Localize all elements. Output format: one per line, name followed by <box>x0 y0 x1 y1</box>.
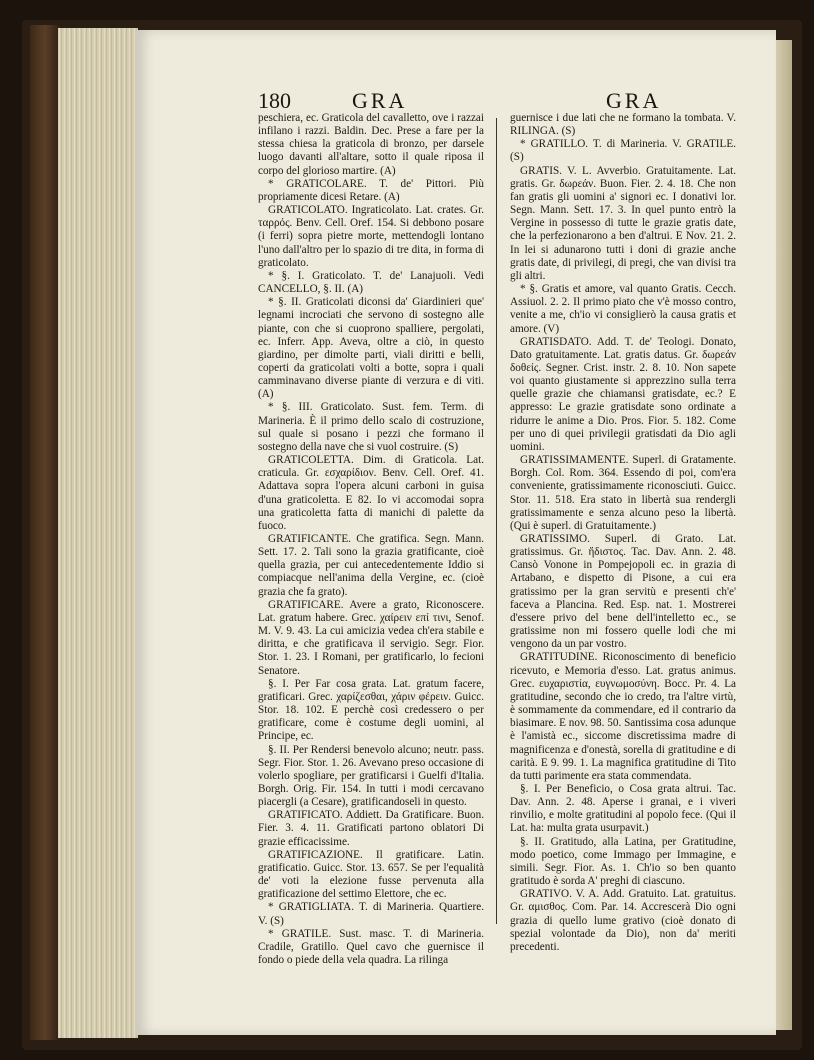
guide-word-left: GRA <box>352 88 408 113</box>
entry-paragraph: GRATIFICATO. Addiett. Da Gratificare. Buon. Fier. 3. 4. 11. Gratificati partono oblatori Di grazie efficacissime. <box>258 809 484 848</box>
entry-paragraph: * §. III. Graticolato. Sust. fem. Term. di Marineria. È il primo dello scalo di costruzione, sul quale si posano i pezzi che formano il sostegno della nave che si vuol costruire. (S) <box>258 401 484 453</box>
entry-paragraph: GRATIFICAZIONE. Il gratificare. Latin. gratificatio. Guicc. Stor. 13. 657. Se per l'equalità de' voti la elezione fusse pervenuta alla gratificazione del settimo Elettore, che ec. <box>258 848 484 901</box>
entry-paragraph: GRATICOLETTA. Dim. di Graticola. Lat. craticula. Gr. εσχαρίδιον. Benv. Cell. Oref. 41. Adattava sopra l'opera alcuni carboni in guisa d'una graticoletta. E 82. Io vi accomodai sopra una graticoletta fatta di manichi di palette da fuoco. <box>258 454 484 532</box>
entry-paragraph: * GRATIGLIATA. T. di Marineria. Quartiere. V. (S) <box>258 901 484 927</box>
entry-paragraph: guernisce i due lati che ne formano la tombata. V. RILINGA. (S) <box>510 112 736 138</box>
entry-paragraph: §. II. Per Rendersi benevolo alcuno; neutr. pass. Segr. Fior. Stor. 1. 26. Avevano preso occasione di volerlo spogliare, per gratificarsi i Guelfi d'Italia. Borgh. Orig. Fir. 154. In tutti i modi cercavano piacergli (a Cesare), gratificandoseli in questo. <box>258 743 484 809</box>
entry-paragraph: §. I. Per Far cosa grata. Lat. gratum facere, gratificari. Grec. χαρίζεσθαι, χάριν φέρειν. Guicc. Stor. 18. 102. E perchè così credessero o per gratificare, come è costume degli uomini, al Principe, ec. <box>258 677 484 743</box>
entry-paragraph: §. II. Gratitudo, alla Latina, per Gratitudine, modo poetico, come Immago per Immagine, e simili. Segr. Fior. As. 1. Ch'io so ben quanto gratitudo è sorda A' preghi di ciascuno. <box>510 835 736 888</box>
entry-paragraph: §. I. Per Beneficio, o Cosa grata altrui. Tac. Dav. Ann. 2. 48. Aperse i granai, e i viveri rinvilio, e molte gratitudini al popolo fece. (Qui il Lat. ha: multa grata usurpavit.) <box>510 782 736 835</box>
entry-paragraph: GRATIFICARE. Avere a grato, Riconoscere. Lat. gratum habere. Grec. χαίρειν επί τινι, Senof. M. V. 9. 43. La cui amicizia vedea ch'era stabile e diritta, e che gratificava il servigio. Segr. Fior. Stor. 1. 23. I Romani, per gratificarlo, lo fecioni Senatore. <box>258 598 484 677</box>
entry-paragraph: GRATISDATO. Add. T. de' Teologi. Donato, Dato gratuitamente. Lat. gratis datus. Gr. δωρεάν δοθείς. Segner. Crist. instr. 2. 8. 10. Non sapete voi quanto giustamente si apprezzino sulla terra quelle grazie che chiamansi gratisdate, ec.? E appresso: Le grazie gratisdate sono ordinate a ridurre le anime a Dio. Pros. Fior. 5. 182. Come per uno di quei privilegii gratisdati da Dio agli uomini. <box>510 335 736 453</box>
entry-paragraph: peschiera, ec. Graticola del cavalletto, ove i razzai infilano i razzi. Baldin. Dec. Prese a fare per la stessa chiesa la graticola di bronzo, per darsele luogo davanti all'altare, sotto il quale riposa il corpo del glorioso martire. (A) <box>258 112 484 177</box>
facing-page-edge <box>774 40 792 1030</box>
guide-word-right: GRA <box>606 88 662 113</box>
entry-paragraph: GRATITUDINE. Riconoscimento di beneficio ricevuto, e Memoria d'esso. Lat. gratus animus. Grec. ευχαριστία, ευγνωμοσύνη. Bocc. Pr. 4. La gratitudine, secondo che io credo, tra l'altre virtù, è sommamente da commendare, ed il contrario da biasimare. E nov. 98. 50. Santissima cosa adunque è l'amistà ec., siccome discretissima madre di magnificenza e d'onestà, sorella di gratitudine e di carità. E 9. 99. 1. La magnifica gratitudine di Tito da tutti parimente era stata commendata. <box>510 651 736 782</box>
entry-paragraph: * GRATILE. Sust. masc. T. di Marineria. Cradile, Gratillo. Quel cavo che guernisce il fondo o piede della vela quadra. La rilinga <box>258 927 484 966</box>
entry-paragraph: * §. I. Graticolato. T. de' Lanajuoli. Vedi CANCELLO, §. II. (A) <box>258 269 484 296</box>
entry-paragraph: * §. II. Graticolati diconsi da' Giardinieri que' legnami incrociati che servono di sostegno alle piante, con che si cuoprono spalliere, pergolati, ec. Inferr. App. Aveva, oltre a ciò, in questo giardino, per dimolte parti, viali diritti e belli, coperti da graticolati volti a botte, sopra i quali camminavano diverse piante di verzura e di viti. (A) <box>258 296 484 401</box>
entry-paragraph: GRATIS. V. L. Avverbio. Gratuitamente. Lat. gratis. Gr. δωρεάν. Buon. Fier. 2. 4. 18. Che non fan gratis gli uomini a' signori ec. I donativi lor. Segn. Mann. Sett. 17. 3. In quel punto entrò la Vergine in possesso di tutte le grazie gratis date, che la perfezionarono a ben d'altrui. E Nov. 21. 2. In lei si adunarono tutti i doni di grazie anche gratis date, di privilegi, di pregi, che van divisi tra gli altri. <box>510 164 736 282</box>
entry-paragraph: * GRATICOLARE. T. de' Pittori. Più propriamente dicesi Retare. (A) <box>258 177 484 203</box>
entry-paragraph: GRATICOLATO. Ingraticolato. Lat. crates. Gr. ταρρός. Benv. Cell. Oref. 154. Si debbono posare (i ferri) sopra pietre morte, mettendogli lontano l'uno dall'altro per lo spazio di tre dita, in forma di graticolato. <box>258 204 484 269</box>
entry-paragraph: GRATISSIMO. Superl. di Grato. Lat. gratissimus. Gr. ἥδιστος. Tac. Dav. Ann. 2. 48. Cansò Vonone in Pompejopoli ec. in grazia di Artabano, e dispetto di Pisone, a cui era gratissimo per la gran servitù e presenti ch'e' faceva a Plancina. Red. Esp. nat. 1. Mostrerei d'essere privo del bene dell'intelletto ec., se gratissime non mi fossero quelle lodi che mi vengono da un par vostro. <box>510 533 736 651</box>
page-number: 180 <box>258 88 291 113</box>
column-divider <box>496 118 497 924</box>
entry-paragraph: GRATIFICANTE. Che gratifica. Segn. Mann. Sett. 17. 2. Tali sono la grazia gratificante, cioè quella grazia, per cui antecedentemente Iddio si compiacque nell'anima della Vergine, ec. (cioè grazia che fa grato). <box>258 533 484 598</box>
left-column <box>258 112 484 967</box>
page-edges <box>58 28 138 1038</box>
entry-paragraph: * GRATILLO. T. di Marineria. V. GRATILE. (S) <box>510 138 736 164</box>
book-spine <box>30 25 60 1040</box>
right-column <box>510 112 736 954</box>
entry-paragraph: * §. Gratis et amore, val quanto Gratis. Cecch. Assiuol. 2. 2. Il primo piato che v'è mosso contro, venite a me, ch'io vi consiglierò la causa gratis et amore. (V) <box>510 283 736 335</box>
entry-paragraph: GRATISSIMAMENTE. Superl. di Gratamente. Borgh. Col. Rom. 364. Essendo di poi, com'era conveniente, gratissimamente riconosciuti. Guicc. Stor. 11. 518. Era stato in libertà sua rendergli gratissimamente e senza alcuno peso la libertà. (Qui è superl. di Gratuitamente.) <box>510 454 736 532</box>
entry-paragraph: GRATIVO. V. A. Add. Gratuito. Lat. gratuitus. Gr. αμισθος. Com. Par. 14. Accrescerà Dio ogni grazia di quello lume grativo (cioè donato di spezial volontade da Dio), non da' meriti precedenti. <box>510 888 736 953</box>
